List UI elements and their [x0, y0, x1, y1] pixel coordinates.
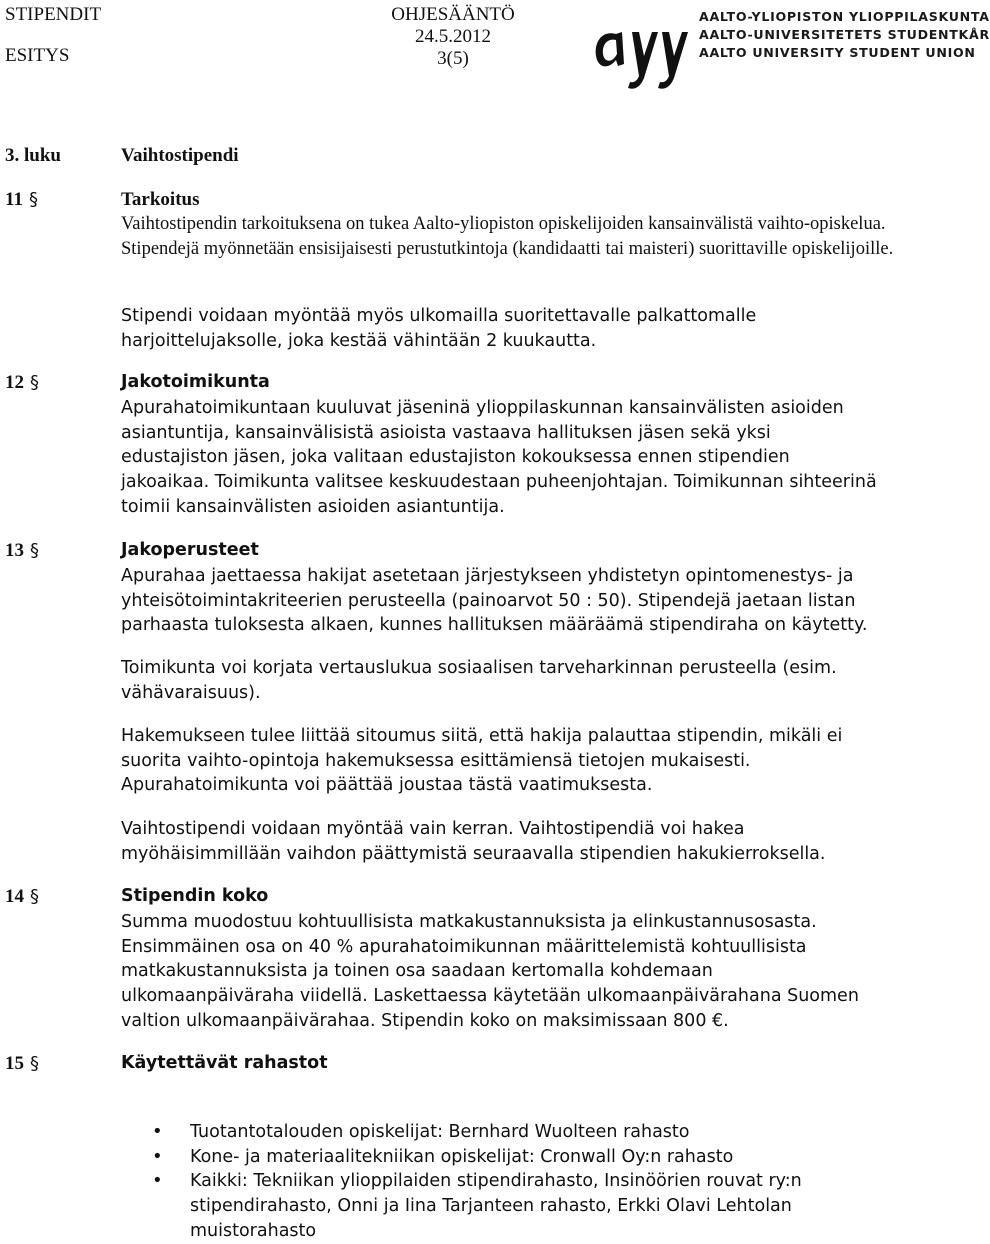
section-14-paragraph-1: Summa muodostuu kohtuullisista matkakustannuksista ja elinkustannusosasta. Ensimmäinen osa on 40 % apurahatoimikunnan määrittelemistä kohtuullisista matkakustannuksista ja toinen osa saadaan kertomalla kohdemaan ulkomaanpäiväraha viidellä. Laskettaessa käytetään ulkomaanpäivärahana Suomen valtion ulkomaanpäivärahaa. Stipendin koko on maksimissaan 800 €.: [121, 912, 859, 1031]
section-11-title: Tarkoitus: [121, 189, 200, 210]
logo-text: [699, 8, 990, 62]
list-item: • Kaikki: Tekniikan ylioppilaiden stipendirahasto, Insinöörien rouvat ry:n stipendirahasto, Onni ja Iina Tarjanteen rahasto, Erkki Olavi Lehtolan muistorahasto: [152, 1169, 852, 1243]
header-doc-status: ESITYS: [5, 45, 70, 66]
section-14-number: 14 §: [5, 886, 39, 907]
section-sign-icon: §: [30, 1053, 39, 1074]
section-13-paragraph-3: Hakemukseen tulee liittää sitoumus siitä, että hakija palauttaa stipendin, mikäli ei suorita vaihto-opintoja hakemuksessa esittämiensä tietojen mukaisesti. Apurahatoimikunta voi päättää joustaa tästä vaatimuksesta.: [121, 726, 843, 796]
section-11-paragraph-2: Stipendi voidaan myöntää myös ulkomailla suoritettavalle palkattomalle harjoittelujaksolle, joka kestää vähintään 2 kuukautta.: [121, 306, 757, 351]
section-13-paragraph-2: Toimikunta voi korjata vertauslukua sosiaalisen tarveharkinnan perusteella (esim. vähävaraisuus).: [121, 658, 837, 703]
logo-line-sv: AALTO-UNIVERSITETETS STUDENTKÅR: [699, 27, 990, 42]
header-doc-category: STIPENDIT: [5, 4, 102, 25]
section-13-paragraph-1: Apurahaa jaettaessa hakijat asetetaan järjestykseen yhdistetyn opintomenestys- ja yhteisötoimintakriteerien perusteella (painoarvot 50 : 50). Stipendejä jaetaan listan parhaasta tuloksesta alkaen, kunnes hallituksen määräämä stipendiraha on käytetty.: [121, 566, 868, 636]
section-sign-icon: §: [30, 372, 39, 393]
section-14-title: Stipendin koko: [121, 886, 269, 906]
section-sign-icon: §: [30, 540, 39, 561]
chapter-title: Vaihtostipendi: [121, 145, 239, 166]
header-doc-date: 24.5.2012: [415, 26, 491, 47]
list-item: • Kone- ja materiaalitekniikan opiskelijat: Cronwall Oy:n rahasto: [152, 1145, 852, 1170]
fund-list: [152, 1120, 852, 1244]
section-12-paragraph-1: Apurahatoimikuntaan kuuluvat jäseninä ylioppilaskunnan kansainvälisten asioiden asiantuntija, kansainvälisistä asioista vastaava hallituksen jäsen sekä yksi edustajiston jäsen, joka valitaan edustajiston kokouksessa ennen stipendien jakoaikaa. Toimikunta valitsee keskuudestaan puheenjohtajan. Toimikunnan sihteerinä toimii kansainvälisten asioiden asiantuntija.: [121, 398, 877, 517]
section-13-number: 13 §: [5, 540, 39, 561]
section-15-title: Käytettävät rahastot: [121, 1053, 328, 1073]
header-doc-type: OHJESÄÄNTÖ: [391, 4, 515, 25]
logo-line-fi: AALTO-YLIOPISTON YLIOPPILASKUNTA: [699, 9, 990, 24]
section-11-paragraph-1: Vaihtostipendin tarkoituksena on tukea Aalto-yliopiston opiskelijoiden kansainvälistä vaihto-opiskelua. Stipendejä myönnetään ensisijaisesti perustutkintoja (kandidaatti tai maisteri) suorittaville opiskelijoille.: [121, 214, 894, 259]
chapter-number: 3. luku: [5, 145, 61, 166]
section-15-number: 15 §: [5, 1053, 39, 1074]
logo-line-en: AALTO UNIVERSITY STUDENT UNION: [699, 45, 976, 60]
list-item: • Tuotantotalouden opiskelijat: Bernhard Wuolteen rahasto: [152, 1120, 852, 1145]
header-page-number: 3(5): [437, 48, 469, 69]
ayy-logo-mark-icon: [592, 6, 696, 92]
section-sign-icon: §: [30, 886, 39, 907]
section-13-paragraph-4: Vaihtostipendi voidaan myöntää vain kerran. Vaihtostipendiä voi hakea myöhäisimmillään vaihdon päättymistä seuraavalla stipendien hakukierroksella.: [121, 819, 826, 864]
section-13-title: Jakoperusteet: [121, 540, 259, 560]
section-11-number: 11 §: [5, 189, 38, 210]
section-12-title: Jakotoimikunta: [121, 372, 270, 392]
section-sign-icon: §: [28, 189, 38, 210]
section-12-number: 12 §: [5, 372, 39, 393]
header-doc-meta: [383, 4, 523, 70]
ayy-logo: [592, 6, 990, 92]
